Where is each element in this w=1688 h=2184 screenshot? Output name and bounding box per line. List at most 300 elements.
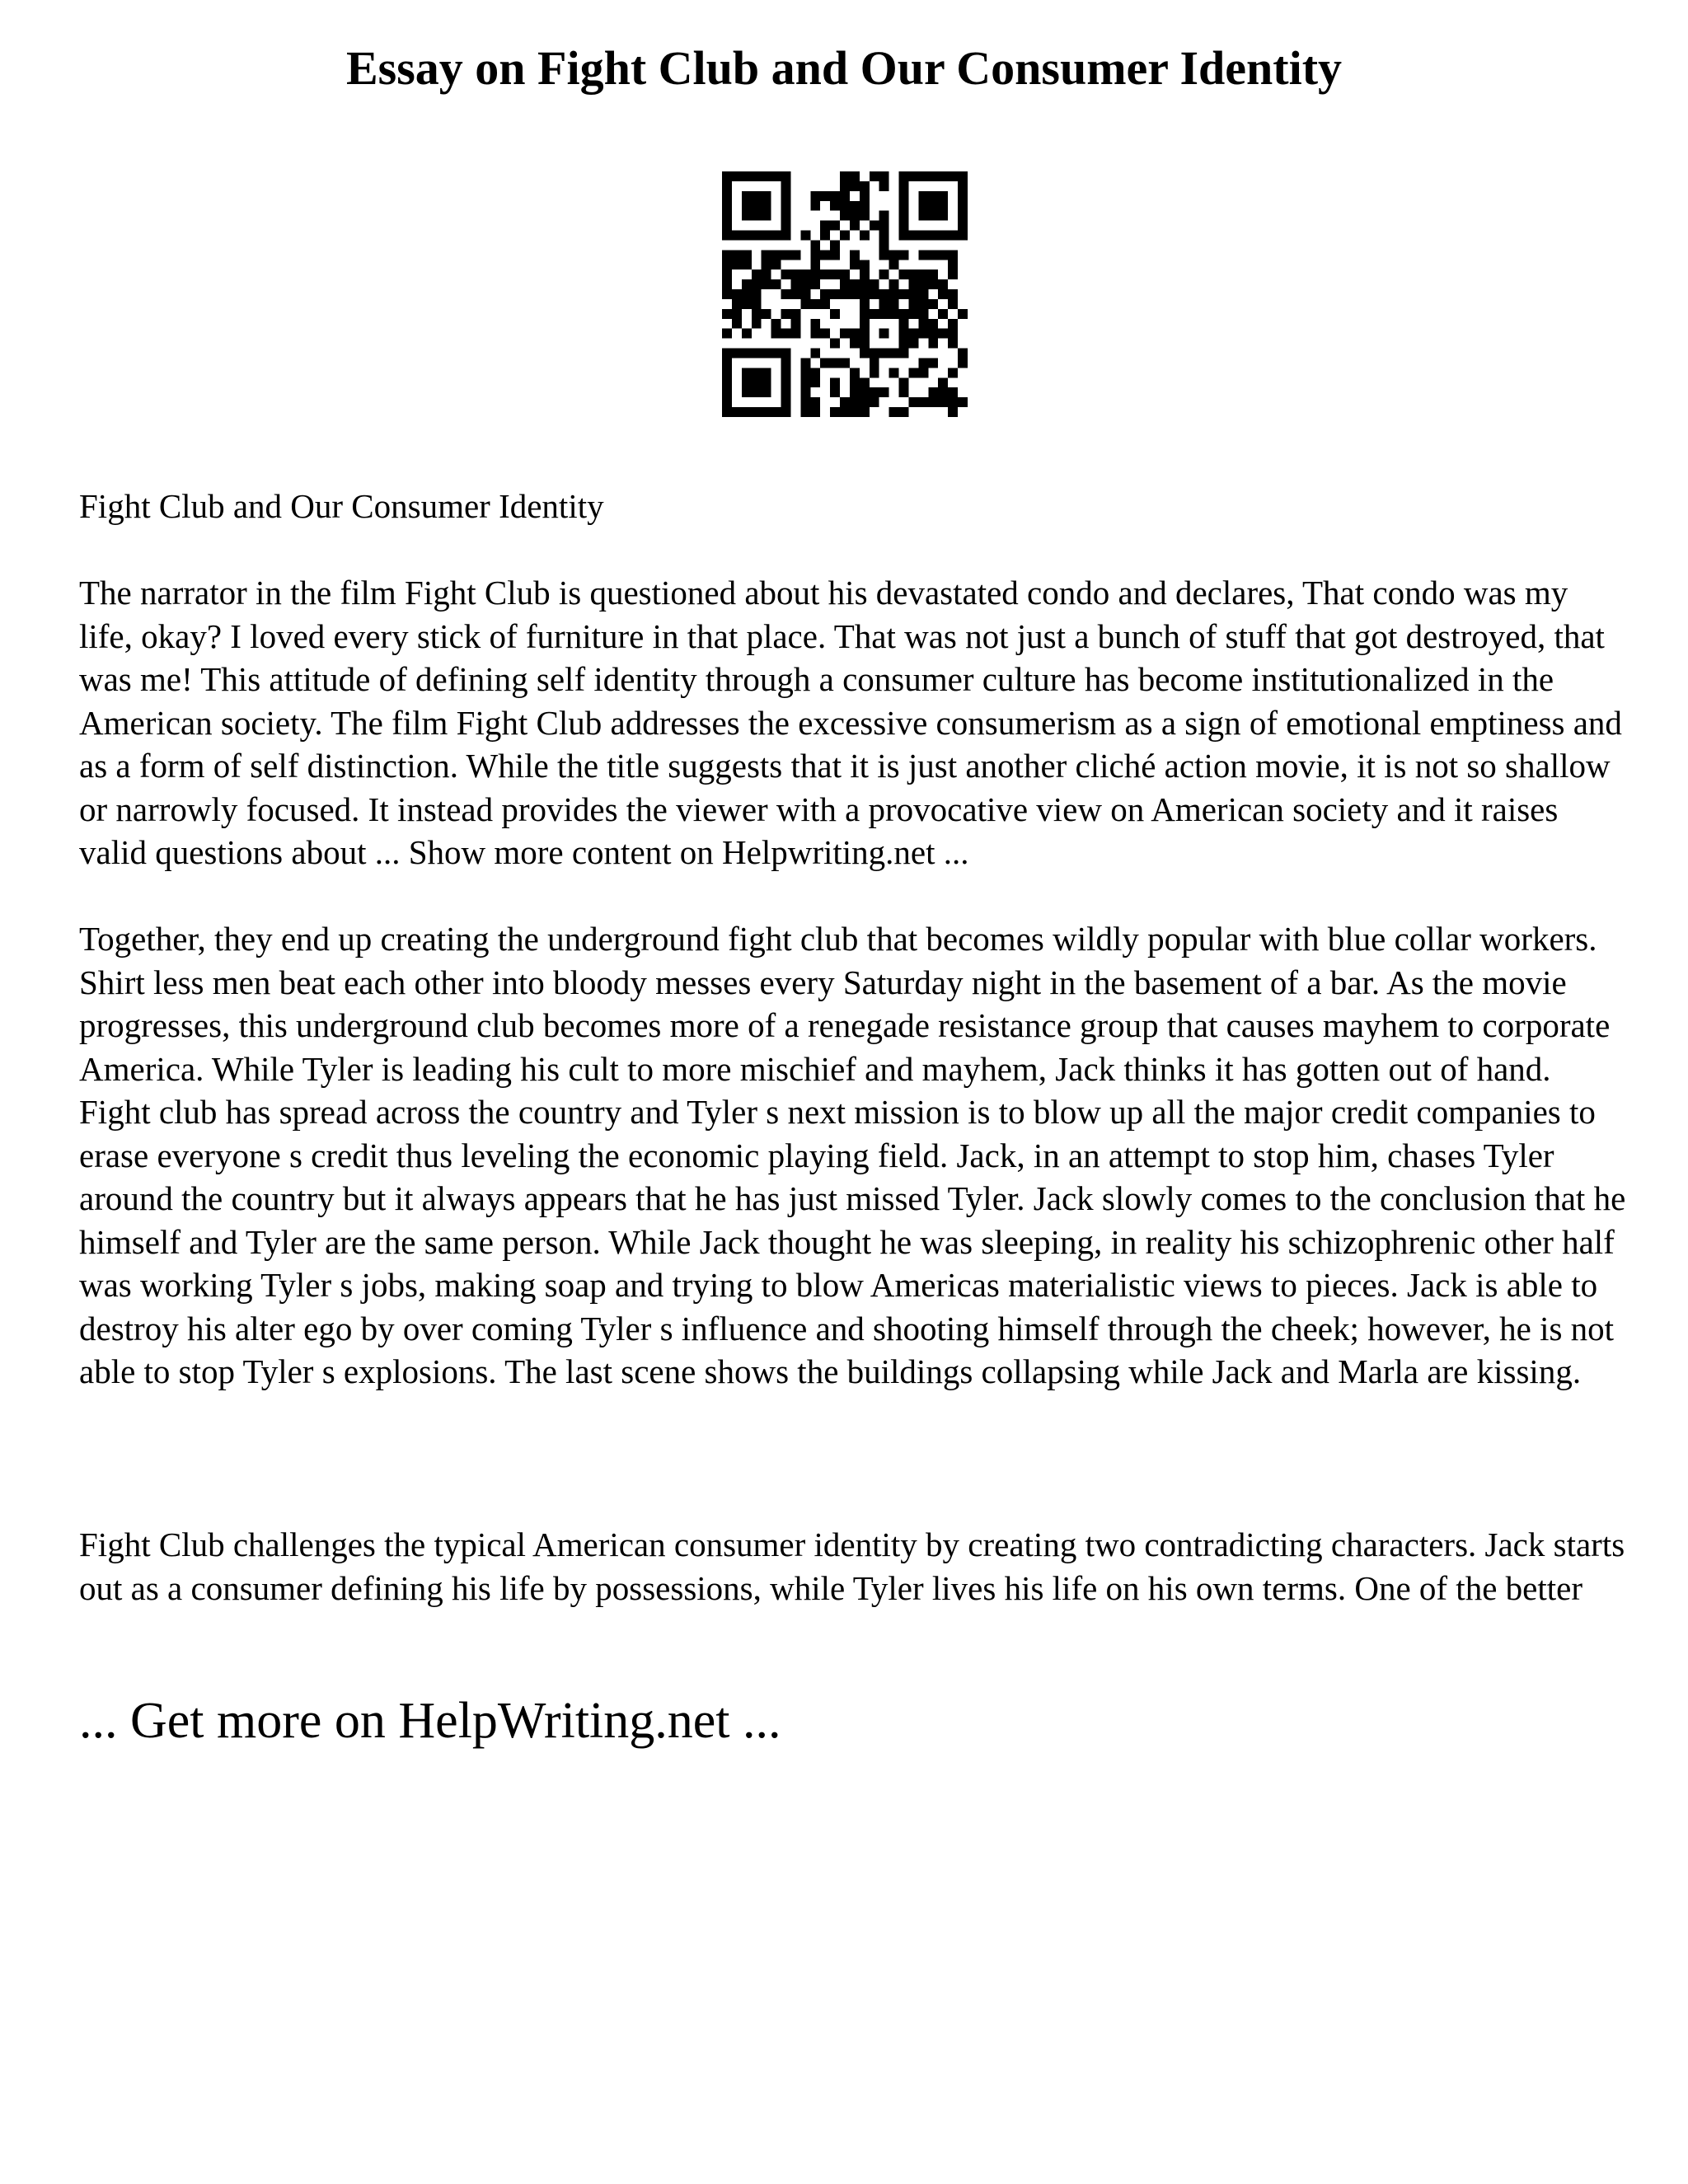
essay-paragraph-2: Together, they end up creating the underground fight club that becomes wildly popular with blue collar workers. Shirt less men beat each other into bloody messes every Saturday night in the basement of a bar. As the movie progresses, this underground club becomes more of a renegade resistance group that causes mayhem to corporate America. While Tyler is leading his cult to more mischief and mayhem, Jack thinks it has gotten out of hand. Fight club has spread across the country and Tyler s next mission is to blow up all the major credit companies to erase everyone s credit thus leveling the economic playing field. Jack, in an attempt to stop him, chases Tyler around the country but it always appears that he has just missed Tyler. Jack slowly comes to the conclusion that he himself and Tyler are the same person. While Jack thought he was sleeping, in reality his schizophrenic other half was working Tyler s jobs, making soap and trying to blow Americas materialistic views to pieces. Jack is able to destroy his alter ego by over coming Tyler s influence and shooting himself through the cheek; however, he is not able to stop Tyler s explosions. The last scene shows the buildings collapsing while Jack and Marla are kissing. xyxy=(79,920,1626,1390)
qr-module xyxy=(860,211,870,221)
qr-module xyxy=(870,397,879,407)
qr-module xyxy=(722,171,732,181)
qr-module xyxy=(928,211,938,221)
qr-module xyxy=(958,171,968,181)
qr-module xyxy=(810,191,820,201)
qr-module xyxy=(889,309,899,319)
qr-module xyxy=(860,260,870,269)
qr-module xyxy=(800,407,810,417)
qr-module xyxy=(781,211,791,221)
qr-module xyxy=(850,407,860,417)
qr-module xyxy=(840,358,850,368)
qr-module xyxy=(830,358,840,368)
qr-module xyxy=(899,231,909,241)
qr-module xyxy=(722,407,732,417)
qr-module xyxy=(762,407,771,417)
qr-module xyxy=(928,319,938,329)
qr-module xyxy=(840,231,850,241)
qr-module xyxy=(781,181,791,191)
qr-module xyxy=(918,368,928,377)
qr-module xyxy=(722,250,732,260)
qr-module xyxy=(958,397,968,407)
qr-module xyxy=(771,407,781,417)
qr-module xyxy=(800,231,810,241)
qr-module xyxy=(820,299,830,309)
qr-module xyxy=(908,279,918,289)
qr-module xyxy=(800,397,810,407)
qr-module xyxy=(889,279,899,289)
qr-module xyxy=(810,299,820,309)
qr-module xyxy=(908,397,918,407)
qr-module xyxy=(938,211,948,221)
qr-module xyxy=(781,368,791,377)
qr-module xyxy=(938,171,948,181)
qr-module xyxy=(732,289,742,299)
qr-module xyxy=(722,181,732,191)
qr-module xyxy=(918,397,928,407)
qr-module xyxy=(771,349,781,359)
qr-module xyxy=(928,269,938,279)
qr-module xyxy=(732,349,742,359)
qr-module xyxy=(722,260,732,269)
qr-module xyxy=(810,279,820,289)
qr-module xyxy=(762,279,771,289)
qr-module xyxy=(918,250,928,260)
qr-module xyxy=(840,201,850,211)
qr-module xyxy=(860,387,870,397)
qr-module xyxy=(752,171,762,181)
qr-module xyxy=(732,299,742,309)
qr-module xyxy=(860,319,870,329)
qr-module xyxy=(918,171,928,181)
qr-module xyxy=(732,231,742,241)
qr-module xyxy=(742,407,752,417)
qr-module xyxy=(771,329,781,339)
qr-module xyxy=(752,319,762,329)
qr-module xyxy=(820,221,830,231)
qr-module xyxy=(938,329,948,339)
qr-module xyxy=(928,231,938,241)
qr-module xyxy=(850,181,860,191)
qr-module xyxy=(879,240,889,250)
qr-module xyxy=(850,171,860,181)
qr-module xyxy=(810,250,820,260)
qr-module xyxy=(899,181,909,191)
qr-module xyxy=(908,299,918,309)
qr-module xyxy=(742,191,752,201)
qr-module xyxy=(870,289,879,299)
qr-module xyxy=(752,211,762,221)
qr-module xyxy=(742,377,752,387)
qr-module xyxy=(722,211,732,221)
qr-module xyxy=(948,329,958,339)
qr-module xyxy=(840,191,850,201)
qr-module xyxy=(722,269,732,279)
qr-module xyxy=(752,387,762,397)
qr-module xyxy=(860,231,870,241)
qr-module xyxy=(889,407,899,417)
qr-module xyxy=(781,358,791,368)
qr-module xyxy=(781,221,791,231)
qr-module xyxy=(860,299,870,309)
qr-module xyxy=(820,191,830,201)
qr-module xyxy=(830,387,840,397)
qr-module xyxy=(870,221,879,231)
qr-module xyxy=(830,289,840,299)
qr-module xyxy=(771,260,781,269)
qr-module xyxy=(879,299,889,309)
qr-module xyxy=(850,221,860,231)
qr-module xyxy=(722,387,732,397)
qr-module xyxy=(781,171,791,181)
qr-module xyxy=(908,339,918,349)
qr-module xyxy=(732,171,742,181)
qr-module xyxy=(722,231,732,241)
get-more-link[interactable]: ... Get more on HelpWriting.net ... xyxy=(79,1693,781,1749)
qr-module xyxy=(781,191,791,201)
qr-module xyxy=(889,349,899,359)
qr-module xyxy=(810,319,820,329)
qr-module xyxy=(781,269,791,279)
qr-module xyxy=(958,181,968,191)
qr-module xyxy=(938,250,948,260)
qr-module xyxy=(899,171,909,181)
qr-module xyxy=(790,250,800,260)
qr-module xyxy=(830,191,840,201)
qr-module xyxy=(850,329,860,339)
qr-module xyxy=(938,309,948,319)
qr-module xyxy=(742,349,752,359)
qr-module xyxy=(948,299,958,309)
qr-module xyxy=(830,221,840,231)
qr-module xyxy=(948,339,958,349)
qr-module xyxy=(810,260,820,269)
qr-module xyxy=(948,231,958,241)
qr-module xyxy=(752,279,762,289)
essay-paragraph-3: Fight Club challenges the typical American consumer identity by creating two contradicting characters. Jack starts out as a consumer defining his life by possessions, while Tyler lives his life on his own terms. One of the better xyxy=(79,1526,1625,1607)
qr-module xyxy=(860,289,870,299)
qr-module xyxy=(870,358,879,368)
qr-module xyxy=(790,289,800,299)
qr-module xyxy=(830,269,840,279)
qr-module xyxy=(771,250,781,260)
qr-module xyxy=(762,231,771,241)
qr-module xyxy=(840,181,850,191)
qr-module xyxy=(781,387,791,397)
qr-module xyxy=(762,309,771,319)
qr-module xyxy=(781,329,791,339)
qr-module xyxy=(928,339,938,349)
qr-module xyxy=(722,329,732,339)
qr-module xyxy=(810,377,820,387)
qr-module xyxy=(762,377,771,387)
qr-module xyxy=(899,407,909,417)
qr-module xyxy=(742,368,752,377)
qr-module xyxy=(742,387,752,397)
qr-module xyxy=(908,368,918,377)
qr-module xyxy=(948,250,958,260)
qr-module xyxy=(850,377,860,387)
qr-module xyxy=(742,211,752,221)
qr-module xyxy=(820,358,830,368)
qr-module xyxy=(918,231,928,241)
qr-module xyxy=(732,407,742,417)
qr-module xyxy=(752,299,762,309)
qr-module xyxy=(722,377,732,387)
qr-module xyxy=(899,339,909,349)
qr-module xyxy=(810,269,820,279)
qr-module xyxy=(742,231,752,241)
qr-module xyxy=(928,329,938,339)
qr-module xyxy=(752,201,762,211)
qr-module xyxy=(840,397,850,407)
qr-module xyxy=(860,309,870,319)
qr-module xyxy=(860,269,870,279)
qr-module xyxy=(800,377,810,387)
qr-module xyxy=(870,279,879,289)
qr-module xyxy=(948,269,958,279)
qr-module xyxy=(870,309,879,319)
qr-module xyxy=(860,377,870,387)
qr-module xyxy=(870,387,879,397)
qr-module xyxy=(771,319,781,329)
qr-module xyxy=(918,269,928,279)
qr-module xyxy=(928,358,938,368)
qr-module xyxy=(752,349,762,359)
qr-module xyxy=(830,250,840,260)
qr-module xyxy=(850,387,860,397)
qr-module xyxy=(879,181,889,191)
qr-module xyxy=(879,289,889,299)
qr-module xyxy=(830,309,840,319)
qr-module xyxy=(752,377,762,387)
qr-module xyxy=(948,289,958,299)
qr-module xyxy=(810,329,820,339)
qr-module xyxy=(742,329,752,339)
qr-module xyxy=(860,397,870,407)
qr-module xyxy=(918,329,928,339)
qr-module xyxy=(908,171,918,181)
qr-module xyxy=(762,349,771,359)
qr-module xyxy=(790,279,800,289)
qr-module xyxy=(928,250,938,260)
qr-module xyxy=(879,309,889,319)
qr-module xyxy=(918,289,928,299)
qr-module xyxy=(928,279,938,289)
document-title: Essay on Fight Club and Our Consumer Identity xyxy=(345,41,1343,95)
qr-module xyxy=(752,368,762,377)
qr-module xyxy=(938,397,948,407)
qr-module xyxy=(889,250,899,260)
qr-module xyxy=(742,171,752,181)
qr-module xyxy=(771,231,781,241)
qr-module xyxy=(732,260,742,269)
qr-module xyxy=(899,319,909,329)
qr-module xyxy=(722,191,732,201)
qr-module xyxy=(800,358,810,368)
qr-module xyxy=(840,171,850,181)
qr-module xyxy=(879,269,889,279)
qr-module xyxy=(830,407,840,417)
qr-module xyxy=(860,201,870,211)
qr-module xyxy=(948,407,958,417)
qr-module xyxy=(742,201,752,211)
qr-module xyxy=(918,279,928,289)
qr-module xyxy=(762,191,771,201)
qr-module xyxy=(850,260,860,269)
qr-module xyxy=(850,368,860,377)
qr-module xyxy=(850,201,860,211)
essay-subheading: Fight Club and Our Consumer Identity xyxy=(79,487,604,525)
qr-module xyxy=(820,231,830,241)
qr-module xyxy=(830,201,840,211)
qr-module xyxy=(948,368,958,377)
qr-module xyxy=(899,329,909,339)
qr-module xyxy=(732,309,742,319)
qr-module xyxy=(918,201,928,211)
qr-module xyxy=(938,201,948,211)
qr-module xyxy=(781,397,791,407)
qr-module xyxy=(860,181,870,191)
qr-module xyxy=(928,171,938,181)
qr-module xyxy=(948,397,958,407)
qr-module xyxy=(908,231,918,241)
qr-module xyxy=(899,211,909,221)
qr-module xyxy=(879,211,889,221)
qr-module xyxy=(889,368,899,377)
qr-module xyxy=(790,319,800,329)
qr-module xyxy=(781,407,791,417)
qr-module xyxy=(899,191,909,201)
qr-module xyxy=(928,191,938,201)
qr-module xyxy=(800,279,810,289)
qr-module xyxy=(899,309,909,319)
qr-module xyxy=(860,349,870,359)
qr-module xyxy=(722,289,732,299)
qr-module xyxy=(958,358,968,368)
qr-module xyxy=(800,299,810,309)
qr-module xyxy=(928,299,938,309)
qr-module xyxy=(742,260,752,269)
qr-module xyxy=(918,309,928,319)
qr-module xyxy=(781,309,791,319)
qr-module xyxy=(879,329,889,339)
qr-module xyxy=(948,260,958,269)
qr-module xyxy=(938,231,948,241)
qr-module xyxy=(820,289,830,299)
qr-module xyxy=(899,349,909,359)
qr-module xyxy=(879,231,889,241)
essay-paragraph-1: The narrator in the film Fight Club is questioned about his devastated condo and declares, That condo was my life, okay? I loved every stick of furniture in that place. That was not just a bunch of stuff that got destroyed, that was me! This attitude of defining self identity through a consumer culture has become institutionalized in the American society. The film Fight Club addresses the excessive consumerism as a sign of emotional emptiness and as a form of self distinction. While the title suggests that it is just another cliché action movie, it is not so shallow or narrowly focused. It instead provides the viewer with a provocative view on American society and it raises valid questions about ... Show more content on Helpwriting.net ... xyxy=(79,574,1622,871)
qr-module xyxy=(879,349,889,359)
qr-module xyxy=(781,201,791,211)
qr-module xyxy=(742,250,752,260)
qr-module xyxy=(948,319,958,329)
qr-module xyxy=(762,387,771,397)
qr-module xyxy=(790,309,800,319)
qr-module xyxy=(840,269,850,279)
qr-module xyxy=(850,250,860,260)
qr-module xyxy=(752,231,762,241)
qr-module xyxy=(918,191,928,201)
qr-module xyxy=(908,309,918,319)
qr-module xyxy=(840,407,850,417)
qr-module xyxy=(722,397,732,407)
qr-module xyxy=(928,387,938,397)
qr-module xyxy=(938,279,948,289)
qr-module xyxy=(781,349,791,359)
qr-module xyxy=(762,211,771,221)
qr-module xyxy=(879,171,889,181)
qr-module xyxy=(820,269,830,279)
qr-module xyxy=(850,289,860,299)
qr-module xyxy=(938,289,948,299)
qr-module xyxy=(899,201,909,211)
qr-module xyxy=(899,387,909,397)
qr-module xyxy=(762,368,771,377)
qr-module xyxy=(742,299,752,309)
qr-module xyxy=(800,368,810,377)
qr-module xyxy=(752,269,762,279)
qr-module xyxy=(870,171,879,181)
qr-module xyxy=(870,349,879,359)
qr-module xyxy=(752,289,762,299)
qr-module xyxy=(899,250,909,260)
qr-module xyxy=(860,191,870,201)
qr-module xyxy=(781,231,791,241)
qr-module xyxy=(860,339,870,349)
qr-module xyxy=(948,387,958,397)
qr-module xyxy=(732,250,742,260)
qr-module xyxy=(762,260,771,269)
qr-code-icon xyxy=(722,171,968,417)
qr-module xyxy=(752,407,762,417)
qr-module xyxy=(722,279,732,289)
qr-module xyxy=(899,289,909,299)
qr-module xyxy=(830,339,840,349)
qr-module xyxy=(810,349,820,359)
qr-module xyxy=(800,289,810,299)
qr-module xyxy=(830,377,840,387)
qr-module xyxy=(889,260,899,269)
qr-module xyxy=(918,358,928,368)
qr-module xyxy=(918,299,928,309)
qr-module xyxy=(810,368,820,377)
qr-module xyxy=(800,269,810,279)
qr-module xyxy=(752,191,762,201)
qr-module xyxy=(850,339,860,349)
qr-module xyxy=(810,240,820,250)
qr-module xyxy=(889,289,899,299)
qr-module xyxy=(958,349,968,359)
qr-module xyxy=(722,309,732,319)
qr-module xyxy=(879,221,889,231)
qr-module xyxy=(860,407,870,417)
qr-module xyxy=(908,269,918,279)
qr-module xyxy=(958,309,968,319)
qr-module xyxy=(938,191,948,201)
qr-module xyxy=(840,329,850,339)
qr-module xyxy=(830,240,840,250)
qr-module xyxy=(742,289,752,299)
qr-module xyxy=(840,279,850,289)
qr-module xyxy=(790,269,800,279)
qr-module xyxy=(879,250,889,260)
qr-module xyxy=(722,358,732,368)
qr-module xyxy=(918,211,928,221)
qr-module xyxy=(938,377,948,387)
qr-module xyxy=(958,231,968,241)
